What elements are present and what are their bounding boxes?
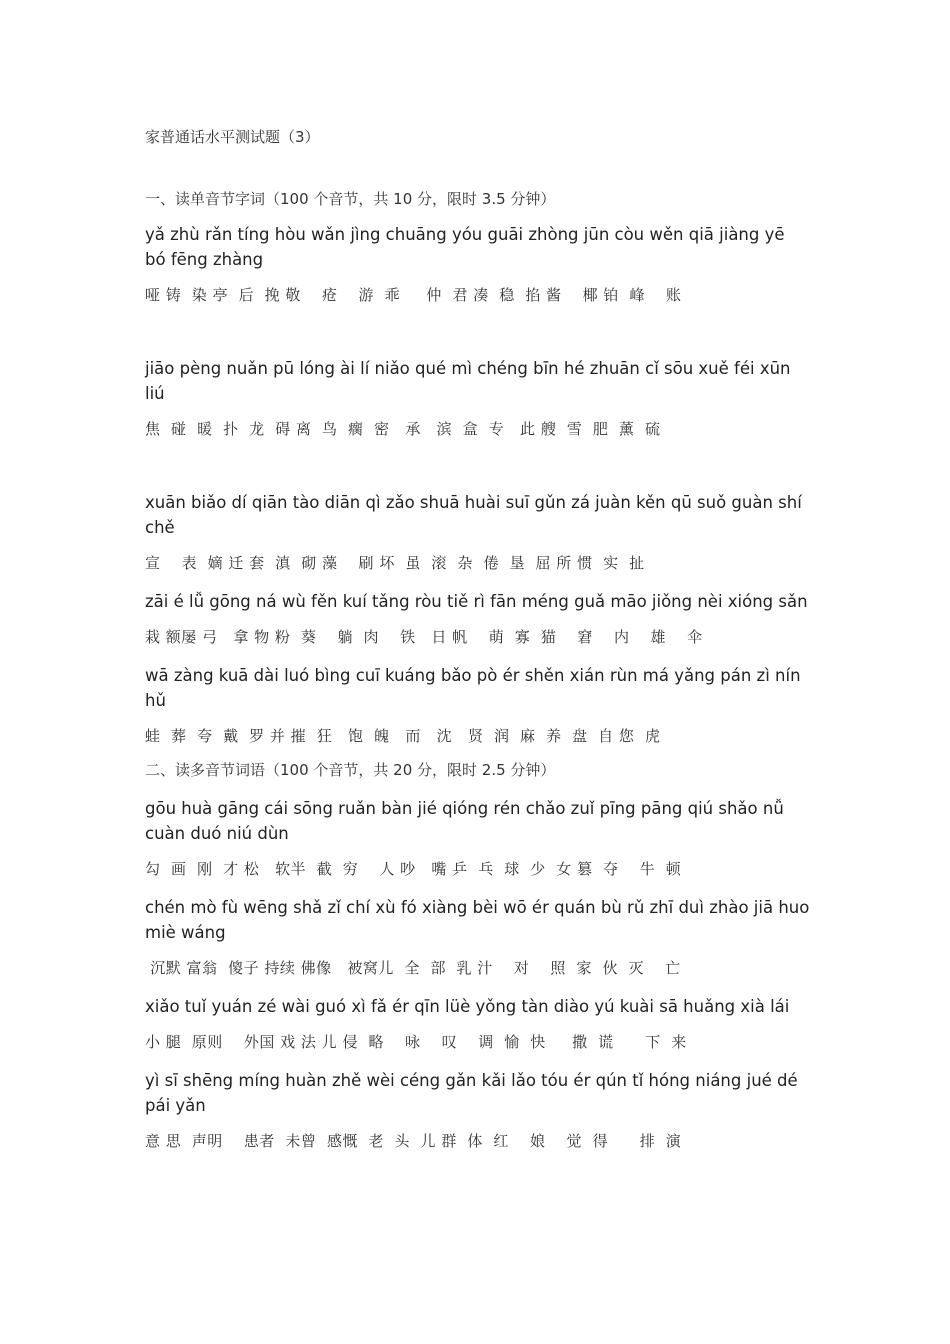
document-body <box>145 188 810 1152</box>
hanzi-line: 沉默 富翁 傻子 持续 佛像 被窝儿 全 部 乳 汁 对 照 家 伙 灭 亡 <box>145 959 681 977</box>
section-single-syllable-group <box>145 356 810 440</box>
pinyin-line: jiāo pèng nuǎn pū lóng ài lí niǎo qué mì chéng bīn hé zhuān cǐ sōu xuě féi xūn liú <box>145 359 791 403</box>
hanzi-line: 意 思 声明 患者 未曾 感慨 老 头 儿 群 体 红 娘 觉 得 排 演 <box>145 1132 682 1150</box>
pinyin-line: xuān biǎo dí qiān tào diān qì zǎo shuā huài suī gǔn zá juàn kěn qū suǒ guàn shí chě <box>145 493 802 537</box>
hanzi-line: 勾 画 刚 才 松 软半 截 穷 人 吵 嘴 乒 乓 球 少 女 篡 夺 牛 顿 <box>145 860 682 878</box>
section-heading-single-syllable: 一、读单音节字词（100 个音节，共 10 分，限时 3.5 分钟） <box>145 190 556 208</box>
pinyin-line: yì sī shēng míng huàn zhě wèi céng gǎn kǎi lǎo tóu ér qún tǐ hóng niáng jué dé pái yǎn <box>145 1071 798 1115</box>
hanzi-line: 哑 铸 染 亭 后 挽 敬 疮 游 乖 仲 君 凑 稳 掐 酱 椰 铂 峰 账 <box>145 286 682 304</box>
pinyin-line: yǎ zhù rǎn tíng hòu wǎn jìng chuāng yóu guāi zhòng jūn còu wěn qiā jiàng yē bó fēng zhàng <box>145 225 785 269</box>
pinyin-line: chén mò fù wēng shǎ zǐ chí xù fó xiàng bèi wō ér quán bù rǔ zhī duì zhào jiā huo miè wáng <box>145 898 810 942</box>
pinyin-line: xiǎo tuǐ yuán zé wài guó xì fǎ ér qīn lüè yǒng tàn diào yú kuài sā huǎng xià lái <box>145 997 790 1016</box>
hanzi-line: 栽 额屡 弓 拿 物 粉 葵 躺 肉 铁 日 帆 萌 寡 猫 窘 内 雄 伞 <box>145 628 703 646</box>
pinyin-line: wā zàng kuā dài luó bìng cuī kuáng bǎo pò ér shěn xián rùn má yǎng pán zì nín hǔ <box>145 666 801 710</box>
hanzi-line: 小 腿 原则 外国 戏 法 儿 侵 略 咏 叹 调 愉 快 撒 谎 下 来 <box>145 1033 687 1051</box>
section-single-syllable-group <box>145 222 810 306</box>
hanzi-line: 焦 碰 暖 扑 龙 碍 离 鸟 瘸 密 承 滨 盒 专 此 艘 雪 肥 薰 硫 <box>145 420 661 438</box>
page-title: 家普通话水平测试题（3） <box>145 128 320 146</box>
pinyin-line: gōu huà gāng cái sōng ruǎn bàn jié qióng rén chǎo zuǐ pīng pāng qiú shǎo nǚ cuàn duó niú dùn <box>145 799 784 843</box>
section-multi-syllable-group <box>145 796 810 880</box>
section-multi-syllable-group <box>145 1068 810 1152</box>
hanzi-line: 蛙 葬 夸 戴 罗 并 摧 狂 饱 魄 而 沈 贤 润 麻 养 盘 自 您 虎 <box>145 727 661 745</box>
section-single-syllable-group <box>145 589 810 648</box>
section-multi-syllable-group <box>145 994 810 1053</box>
pinyin-line: zāi é lǚ gōng ná wù fěn kuí tǎng ròu tiě rì fān méng guǎ māo jiǒng nèi xióng sǎn <box>145 592 808 611</box>
section-single-syllable-group <box>145 490 810 574</box>
section-multi-syllable-group <box>145 895 810 979</box>
section-heading-multi-syllable: 二、读多音节词语（100 个音节，共 20 分，限时 2.5 分钟） <box>145 761 556 779</box>
section-single-syllable-group <box>145 663 810 747</box>
hanzi-line: 宣 表 嫡 迁 套 滇 砌 藻 刷 坏 虽 滚 杂 倦 垦 屈 所 惯 实 扯 <box>145 554 645 572</box>
